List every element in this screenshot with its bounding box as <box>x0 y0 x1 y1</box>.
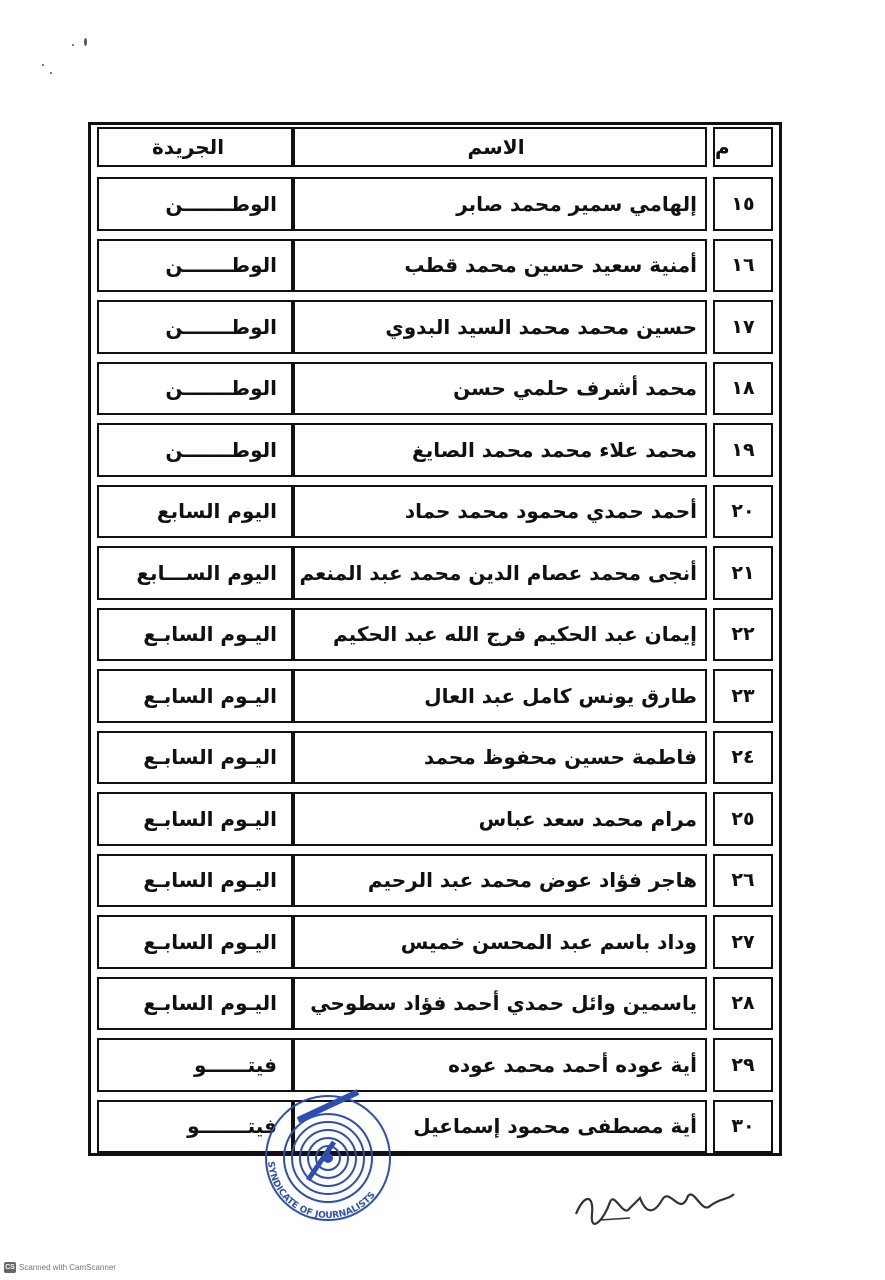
row-newspaper: الوطـــــــن <box>97 362 293 416</box>
scanner-watermark <box>4 1262 116 1273</box>
table-row <box>91 1034 779 1096</box>
camscanner-text: Scanned with CamScanner <box>19 1263 116 1272</box>
table-row <box>91 481 779 543</box>
table-row <box>91 542 779 604</box>
table-row <box>91 1096 779 1158</box>
row-number: ٢٤ <box>713 731 773 785</box>
scan-speck <box>84 38 87 46</box>
names-table <box>88 122 782 1156</box>
scan-speck <box>72 44 74 46</box>
row-name: وداد باسم عبد المحسن خميس <box>293 915 707 969</box>
handwritten-signature <box>570 1184 740 1226</box>
row-number: ٢٢ <box>713 608 773 662</box>
row-newspaper: اليـوم السابـع <box>97 792 293 846</box>
table-row <box>91 665 779 727</box>
table-row <box>91 604 779 666</box>
row-number: ٢٧ <box>713 915 773 969</box>
row-newspaper: اليوم السابع <box>97 485 293 539</box>
row-newspaper: فيتـــــــو <box>97 1100 293 1154</box>
row-name: حسين محمد محمد السيد البدوي <box>293 300 707 354</box>
row-number: ١٧ <box>713 300 773 354</box>
row-name: فاطمة حسين محفوظ محمد <box>293 731 707 785</box>
stamp-text: SYNDICATE OF JOURNALISTS <box>265 1160 378 1222</box>
header-number: م <box>713 127 773 167</box>
row-number: ٢٥ <box>713 792 773 846</box>
row-newspaper: اليـوم السابـع <box>97 608 293 662</box>
row-number: ٢٦ <box>713 854 773 908</box>
header-name: الاسم <box>293 127 707 167</box>
row-newspaper: اليـوم السابـع <box>97 915 293 969</box>
table-row <box>91 788 779 850</box>
row-newspaper: الوطـــــــن <box>97 239 293 293</box>
table-row <box>91 173 779 235</box>
table-row <box>91 419 779 481</box>
table-row <box>91 973 779 1035</box>
row-number: ٢٣ <box>713 669 773 723</box>
row-name: محمد أشرف حلمي حسن <box>293 362 707 416</box>
row-name: أحمد حمدي محمود محمد حماد <box>293 485 707 539</box>
row-number: ٢١ <box>713 546 773 600</box>
row-name: أنجى محمد عصام الدين محمد عبد المنعم <box>293 546 707 600</box>
table-header-row <box>91 125 779 171</box>
row-newspaper: اليوم الســـابع <box>97 546 293 600</box>
header-newspaper: الجريدة <box>97 127 293 167</box>
row-name: إيمان عبد الحكيم فرج الله عبد الحكيم <box>293 608 707 662</box>
row-newspaper: اليـوم السابـع <box>97 854 293 908</box>
row-name: أية عوده أحمد محمد عوده <box>293 1038 707 1092</box>
row-name: مرام محمد سعد عباس <box>293 792 707 846</box>
row-number: ١٩ <box>713 423 773 477</box>
table-row <box>91 296 779 358</box>
table-row <box>91 727 779 789</box>
scan-speck <box>50 72 52 74</box>
row-name: أمنية سعيد حسين محمد قطب <box>293 239 707 293</box>
row-number: ٢٠ <box>713 485 773 539</box>
svg-text:SYNDICATE OF JOURNALISTS <box>265 1161 378 1221</box>
row-name: طارق يونس كامل عبد العال <box>293 669 707 723</box>
syndicate-stamp <box>238 1080 404 1226</box>
row-number: ٣٠ <box>713 1100 773 1154</box>
row-name: ياسمين وائل حمدي أحمد فؤاد سطوحي <box>293 977 707 1031</box>
row-name: إلهامي سمير محمد صابر <box>293 177 707 231</box>
row-number: ١٦ <box>713 239 773 293</box>
table-row <box>91 358 779 420</box>
row-newspaper: اليـوم السابـع <box>97 731 293 785</box>
row-newspaper: اليـوم السابـع <box>97 669 293 723</box>
row-newspaper: فيتــــــو <box>97 1038 293 1092</box>
scan-speck <box>42 64 44 66</box>
row-number: ١٥ <box>713 177 773 231</box>
row-name: هاجر فؤاد عوض محمد عبد الرحيم <box>293 854 707 908</box>
camscanner-badge: CS <box>5 1264 15 1271</box>
row-name: أية مصطفى محمود إسماعيل <box>293 1100 707 1154</box>
row-newspaper: الوطـــــــن <box>97 300 293 354</box>
table-row <box>91 850 779 912</box>
table-row <box>91 235 779 297</box>
row-newspaper: اليـوم السابـع <box>97 977 293 1031</box>
row-name: محمد علاء محمد محمد الصايغ <box>293 423 707 477</box>
row-number: ٢٩ <box>713 1038 773 1092</box>
row-newspaper: الوطـــــــن <box>97 423 293 477</box>
table-row <box>91 911 779 973</box>
row-number: ٢٨ <box>713 977 773 1031</box>
row-newspaper: الوطـــــــن <box>97 177 293 231</box>
row-number: ١٨ <box>713 362 773 416</box>
